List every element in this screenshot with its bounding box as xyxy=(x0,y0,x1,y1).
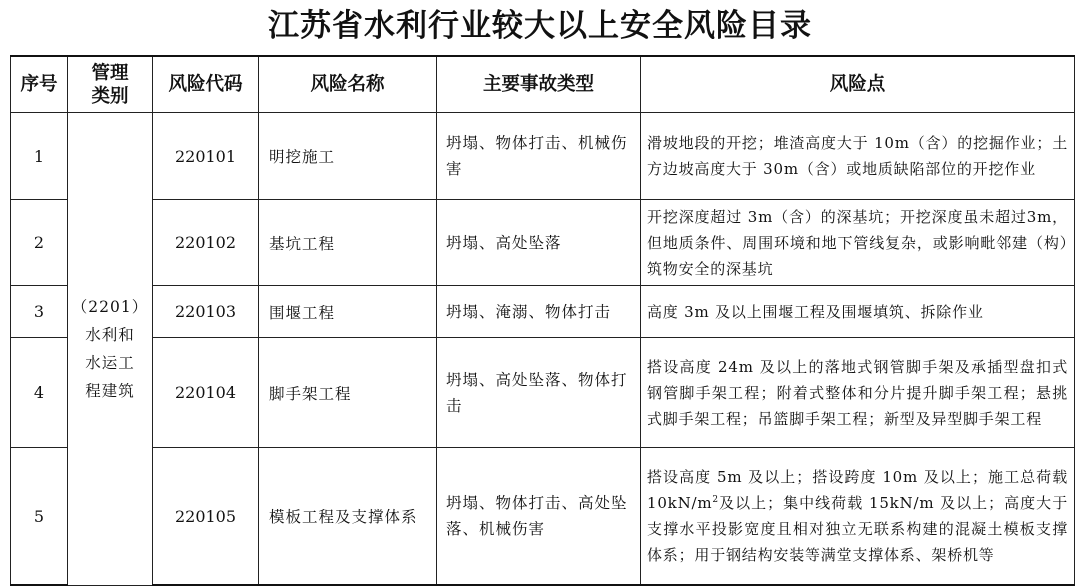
cell-category xyxy=(68,113,153,586)
header-name: 风险名称 xyxy=(259,56,437,113)
header-category xyxy=(68,56,153,113)
table-row xyxy=(11,448,1075,586)
header-row xyxy=(11,56,1075,113)
header-category-line2: 类别 xyxy=(91,85,129,107)
risk-table xyxy=(10,55,1075,586)
cell-no: 3 xyxy=(11,286,68,338)
page-title: 江苏省水利行业较大以上安全风险目录 xyxy=(268,8,812,44)
table-row xyxy=(11,113,1075,200)
header-accident-type: 主要事故类型 xyxy=(437,56,641,113)
cell-risk-point: 搭设高度 24m 及以上的落地式钢管脚手架及承插型盘扣式钢管脚手架工程；附着式整体和分片提升脚手架工程；悬挑式脚手架工程；吊篮脚手架工程；新型及异型脚手架工程 xyxy=(641,338,1075,448)
cell-no: 2 xyxy=(11,200,68,286)
category-line: 水利和 xyxy=(85,325,135,344)
risk-point-text: 及以上；集中线荷载 15kN/m 及以上；高度大于支撑水平投影宽度且相对独立无联系构建的混凝土模板支撑体系；用于钢结构安装等满堂支撑体系、架桥机等 xyxy=(647,494,1068,564)
cell-name: 模板工程及支撑体系 xyxy=(259,448,437,586)
cell-code: 220102 xyxy=(153,200,259,286)
cell-name: 脚手架工程 xyxy=(259,338,437,448)
cell-no: 5 xyxy=(11,448,68,586)
superscript: 2 xyxy=(712,495,719,505)
cell-risk-point: 滑坡地段的开挖；堆渣高度大于 10m（含）的挖掘作业；土方边坡高度大于 30m（含）或地质缺陷部位的开挖作业 xyxy=(641,113,1075,200)
cell-code: 220104 xyxy=(153,338,259,448)
cell-name: 明挖施工 xyxy=(259,113,437,200)
category-line: （2201） xyxy=(71,297,149,316)
table-row xyxy=(11,200,1075,286)
header-code: 风险代码 xyxy=(153,56,259,113)
cell-accident-type: 坍塌、淹溺、物体打击 xyxy=(437,286,641,338)
cell-no: 1 xyxy=(11,113,68,200)
cell-risk-point xyxy=(641,448,1075,586)
risk-point-text: 搭设高度 5m 及以上；搭设跨度 10m 及以上；施工总荷载 10kN/m xyxy=(647,468,1068,512)
cell-risk-point: 开挖深度超过 3m（含）的深基坑；开挖深度虽未超过3m，但地质条件、周围环境和地下管线复杂，或影响毗邻建（构）筑物安全的深基坑 xyxy=(641,200,1075,286)
cell-risk-point: 高度 3m 及以上围堰工程及围堰填筑、拆除作业 xyxy=(641,286,1075,338)
table-row xyxy=(11,338,1075,448)
header-no: 序号 xyxy=(11,56,68,113)
cell-code: 220105 xyxy=(153,448,259,586)
cell-accident-type: 坍塌、高处坠落 xyxy=(437,200,641,286)
cell-name: 基坑工程 xyxy=(259,200,437,286)
cell-accident-type: 坍塌、物体打击、高处坠落、机械伤害 xyxy=(437,448,641,586)
cell-accident-type: 坍塌、物体打击、机械伤害 xyxy=(437,113,641,200)
cell-code: 220103 xyxy=(153,286,259,338)
cell-accident-type: 坍塌、高处坠落、物体打击 xyxy=(437,338,641,448)
category-line: 程建筑 xyxy=(85,381,135,400)
table-row xyxy=(11,286,1075,338)
header-category-line1: 管理 xyxy=(91,62,129,84)
cell-code: 220101 xyxy=(153,113,259,200)
cell-no: 4 xyxy=(11,338,68,448)
cell-name: 围堰工程 xyxy=(259,286,437,338)
category-line: 水运工 xyxy=(85,353,135,372)
header-risk-point: 风险点 xyxy=(641,56,1075,113)
